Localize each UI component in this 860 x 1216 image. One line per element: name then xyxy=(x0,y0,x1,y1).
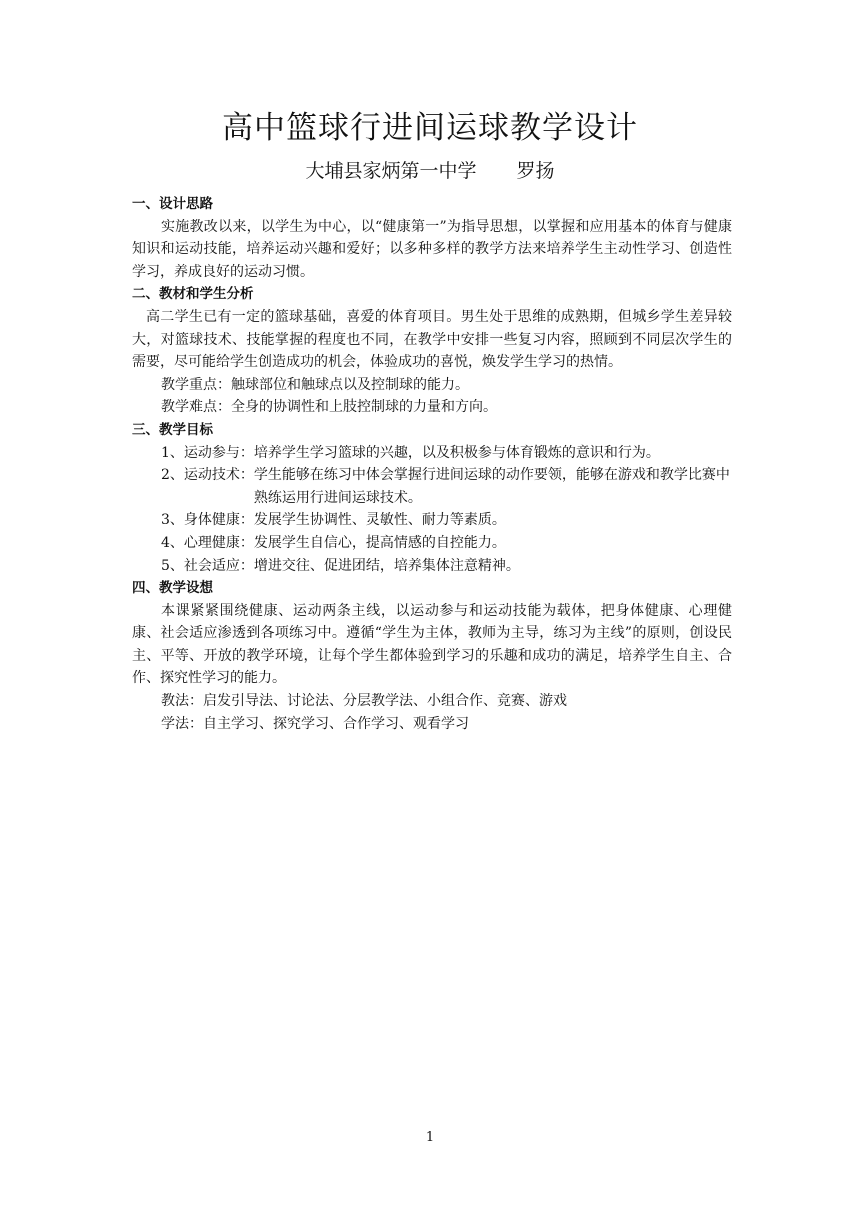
teaching-difficulty: 教学难点：全身的协调性和上肢控制球的力量和方向。 xyxy=(161,399,497,416)
section-paragraph-design-idea: 实施教改以来，以学生为中心，以“健康第一”为指导思想，以掌握和应用基本的体育与健康知识和运动技能，培养运动兴趣和爱好；以多种多样的教学方法来培养学生主动性学习、创造性学习，养成良好的运动习惯。 xyxy=(132,218,732,280)
teaching-key-point: 教学重点：触球部位和触球点以及控制球的能力。 xyxy=(161,376,469,393)
section-heading-teaching-goals: 三、教学目标 xyxy=(132,421,213,438)
school-name: 大埔县家炳第一中学 xyxy=(305,160,477,182)
document-title: 高中篮球行进间运球教学设计 xyxy=(222,110,638,146)
page-number: 1 xyxy=(425,1130,435,1145)
goal-text: 发展学生协调性、灵敏性、耐力等素质。 xyxy=(253,512,506,529)
goal-item xyxy=(132,532,732,555)
document-byline xyxy=(0,156,860,186)
goal-item xyxy=(132,555,732,578)
goal-label: 5、社会适应： xyxy=(161,557,254,574)
goal-item xyxy=(132,509,732,532)
goal-text: 增进交往、促进团结，培养集体注意精神。 xyxy=(253,557,520,574)
goal-text: 培养学生学习篮球的兴趣，以及积极参与体育锻炼的意识和行为。 xyxy=(253,444,660,461)
section-heading-material-analysis: 二、教材和学生分析 xyxy=(132,286,254,303)
section-heading-design-idea: 一、设计思路 xyxy=(132,196,213,212)
teaching-methods: 教法：启发引导法、讨论法、分层教学法、小组合作、竞赛、游戏 xyxy=(161,693,567,710)
goal-label: 3、身体健康： xyxy=(161,512,254,529)
goal-item xyxy=(132,442,732,465)
author-name: 罗扬 xyxy=(516,160,555,182)
section-paragraph-material-analysis: 高二学生已有一定的篮球基础，喜爱的体育项目。男生处于思维的成熟期，但城乡学生差异较大，对篮球技术、技能掌握的程度也不同，在教学中安排一些复习内容，照顾到不同层次学生的需要，尽可能给学生创造成功的机会，体验成功的喜悦，焕发学生学习的热情。 xyxy=(132,308,732,371)
goal-text: 学生能够在练习中体会掌握行进间运球的动作要领，能够在游戏和教学比赛中熟练运用行进间运球技术。 xyxy=(253,467,730,506)
goal-text: 发展学生自信心，提高情感的自控能力。 xyxy=(253,534,506,551)
section-heading-teaching-plan: 四、教学设想 xyxy=(132,580,213,597)
document-body xyxy=(132,193,732,735)
section-paragraph-teaching-plan: 本课紧紧围绕健康、运动两条主线，以运动参与和运动技能为载体，把身体健康、心理健康、社会适应渗透到各项练习中。遵循“学生为主体，教师为主导，练习为主线”的原则，创设民主、平等、开放的教学环境，让每个学生都体验到学习的乐趣和成功的满足，培养学生自主、合作、探究性学习的能力。 xyxy=(132,602,732,687)
goal-item xyxy=(132,464,732,509)
learning-methods: 学法：自主学习、探究学习、合作学习、观看学习 xyxy=(161,715,469,732)
goal-label: 1、运动参与： xyxy=(161,444,254,461)
goal-label: 2、运动技术： xyxy=(161,467,254,484)
goal-label: 4、心理健康： xyxy=(161,534,254,551)
